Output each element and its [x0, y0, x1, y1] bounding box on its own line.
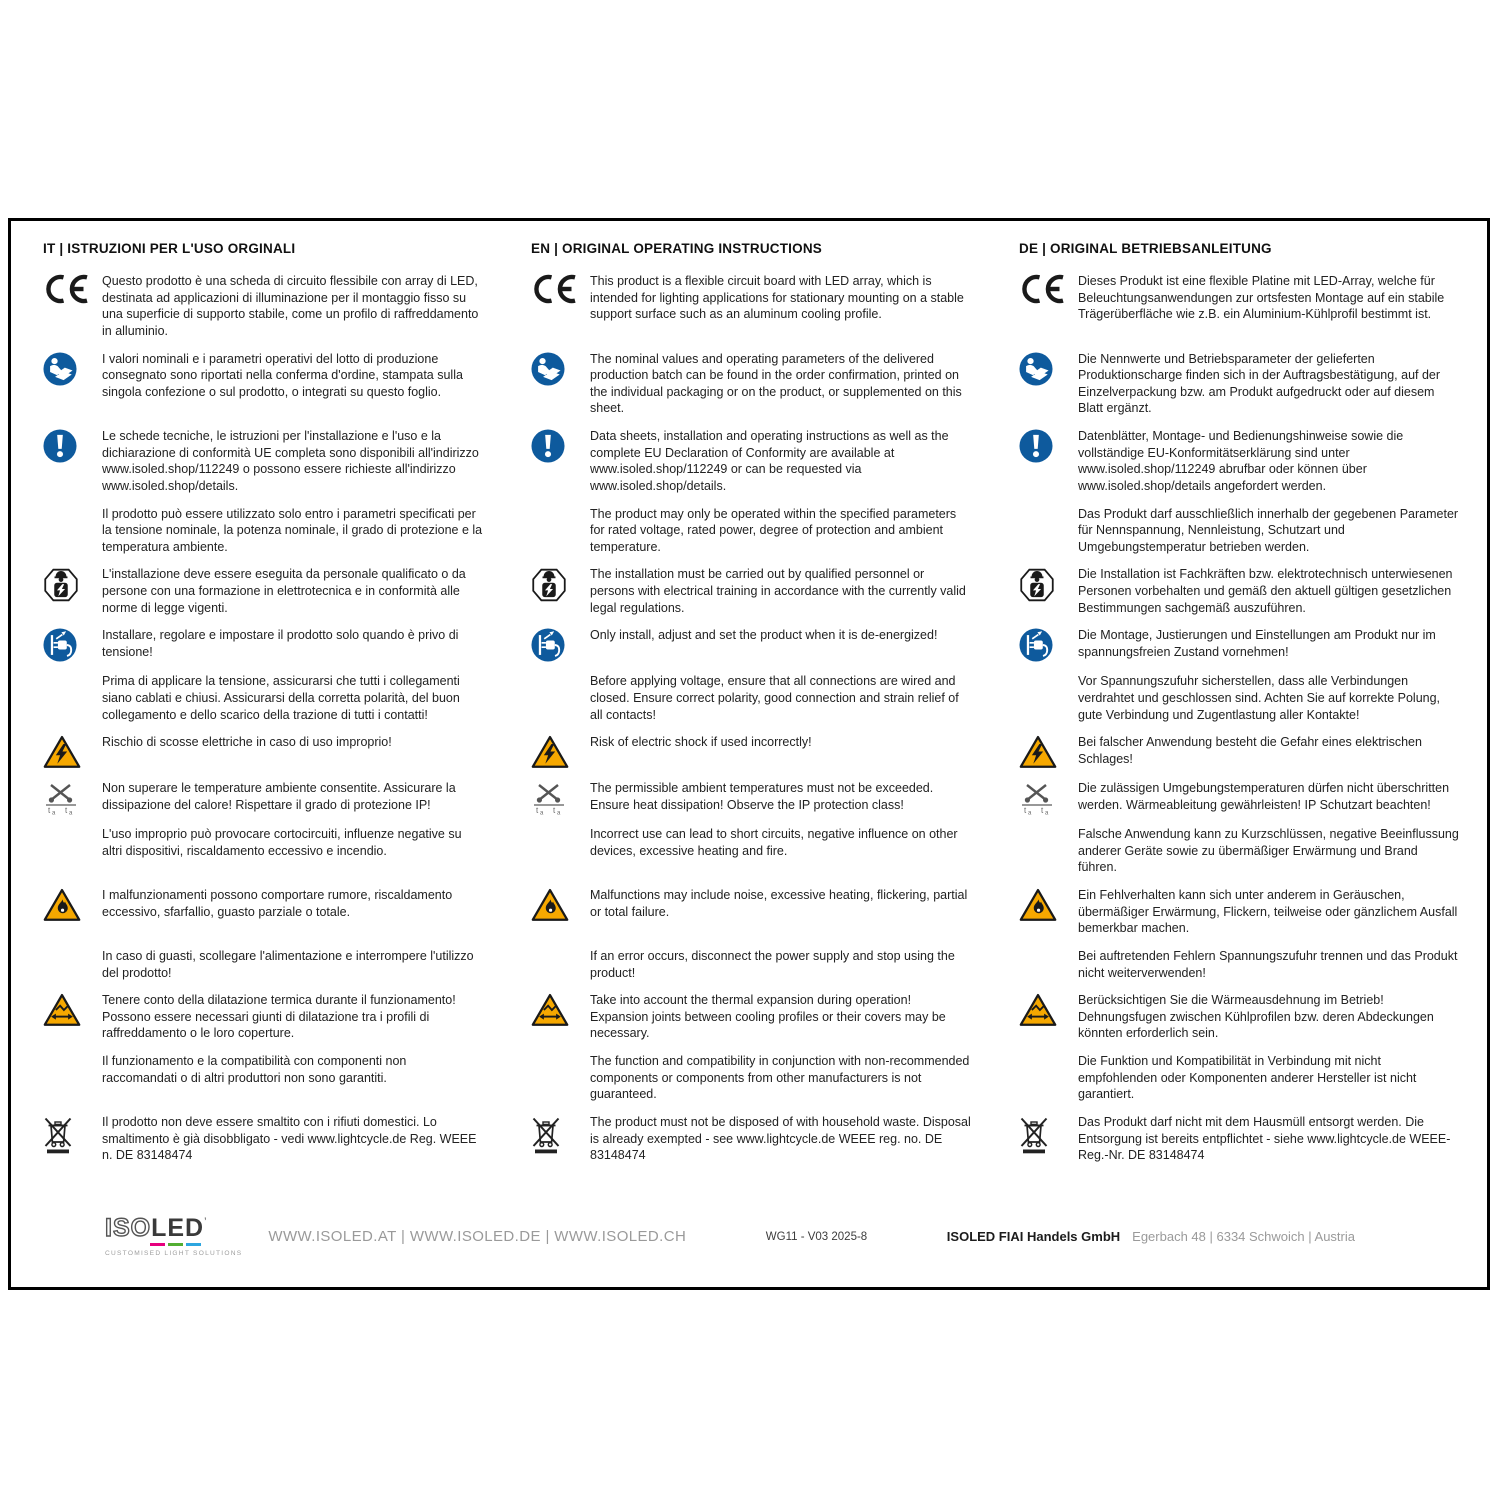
- instruction-block: [43, 826, 483, 859]
- instruction-block: [531, 948, 971, 981]
- thermal-expansion-warning-icon: [43, 992, 89, 1042]
- icon-spacer: [1019, 506, 1065, 556]
- instruction-text: Il prodotto può essere utilizzato solo entro i parametri specificati per la tensione nominale, la potenza nominale, il grado di protezione e la temperatura ambiente.: [102, 506, 483, 554]
- disconnect-power-icon: [1019, 627, 1065, 662]
- weee-bin-icon: [1019, 1114, 1065, 1164]
- icon-spacer: [43, 948, 89, 981]
- instruction-block: [531, 428, 971, 495]
- instruction-text: In caso di guasti, scollegare l'alimentazione e interrompere l'utilizzo del prodotto!: [102, 948, 474, 980]
- document-reference: WG11 - V03 2025-8: [765, 1230, 868, 1243]
- instruction-block: [1019, 780, 1459, 815]
- svg-text:a: a: [540, 810, 544, 816]
- logo-bar-magenta: [150, 1243, 165, 1246]
- instruction-block: [531, 351, 971, 418]
- disconnect-power-icon: [531, 627, 577, 662]
- instruction-text: The product may only be operated within the specified parameters for rated voltage, rated power, degree of protection and ambient temperature.: [590, 506, 957, 554]
- instruction-block: [43, 948, 483, 981]
- instruction-block: [531, 1114, 971, 1164]
- icon-spacer: [531, 826, 577, 859]
- instruction-text: Prima di applicare la tensione, assicurarsi che tutti i collegamenti siano cablati e chiusi. Assicurarsi della corretta polarità, del buon collegamento e dello scarico della trazione di tutti i contatti!: [102, 674, 460, 722]
- svg-text:t: t: [553, 806, 556, 816]
- fire-warning-icon: [531, 887, 577, 922]
- instruction-text: Non superare le temperature ambiente consentite. Assicurare la dissipazione del calore! Rispettare il grado di protezione IP!: [102, 781, 456, 812]
- instruction-text: Rischio di scosse elettriche in caso di uso improprio!: [102, 735, 392, 750]
- instruction-text: Only install, adjust and set the product when it is de-energized!: [590, 628, 938, 643]
- instruction-block: [531, 992, 971, 1042]
- instruction-text: This product is a flexible circuit board with LED array, which is intended for lighting applications for stationary mounting on a stable support surface such as an aluminum cooling profile.: [590, 274, 964, 322]
- instruction-text: Installare, regolare e impostare il prodotto solo quando è privo di tensione!: [102, 628, 459, 659]
- instruction-block: [1019, 273, 1459, 323]
- instruction-text: I malfunzionamenti possono comportare rumore, riscaldamento eccessivo, sfarfallio, guasto parziale o totale.: [102, 888, 453, 919]
- instruction-block: [1019, 627, 1459, 662]
- ambient-temperature-icon: [1019, 780, 1065, 815]
- instruction-block: [1019, 506, 1459, 556]
- instruction-block: [1019, 948, 1459, 981]
- svg-text:a: a: [52, 810, 56, 816]
- instruction-block: [531, 627, 971, 662]
- logo-bar-blue: [186, 1243, 201, 1246]
- instruction-sheet: [8, 218, 1490, 1290]
- svg-text:t: t: [1024, 806, 1027, 816]
- instruction-block: [1019, 826, 1459, 876]
- read-manual-icon: [531, 351, 577, 418]
- ce-mark-icon: [531, 273, 577, 323]
- electric-shock-warning-icon: [531, 734, 577, 769]
- icon-spacer: [43, 826, 89, 859]
- instruction-block: [531, 506, 971, 556]
- instruction-block: [43, 506, 483, 556]
- instruction-text: The nominal values and operating parameters of the delivered production batch can be found in the order confirmation, printed on the individual packaging or on the product, or supplemented on this sheet.: [590, 351, 962, 416]
- instruction-text: Datenblätter, Montage- und Bedienungshinweise sowie die vollständige EU-Konformitätserklärung sind unter www.isoled.shop/112249 abrufbar oder können über www.isoled.shop/details angefordert werden.: [1078, 429, 1404, 493]
- instruction-text: Vor Spannungszufuhr sicherstellen, dass alle Verbindungen verdrahtet und geschlossen sind. Achten Sie auf korrekte Polung, gute Verbindung und Zugentlastung aller Kontakte!: [1078, 674, 1441, 722]
- instruction-block: [43, 273, 483, 340]
- ambient-temperature-icon: [531, 780, 577, 815]
- instruction-text: Ein Fehlverhalten kann sich unter anderem in Geräuschen, übermäßiger Erwärmung, Flickern, teilweise oder gänzlichem Ausfall bemerkbar machen.: [1078, 888, 1458, 936]
- electrician-icon: [1019, 566, 1065, 616]
- instruction-block: [531, 673, 971, 723]
- instruction-block: [1019, 351, 1459, 418]
- instruction-block: [531, 1053, 971, 1103]
- svg-text:a: a: [557, 810, 561, 816]
- instruction-block: [1019, 1114, 1459, 1164]
- instruction-block: [1019, 887, 1459, 937]
- instruction-text: L'installazione deve essere eseguita da personale qualificato o da persone con una formazione in elettrotecnica e in conformità alle norme di legge vigenti.: [102, 567, 466, 615]
- logo-color-bars: [150, 1243, 242, 1246]
- electric-shock-warning-icon: [43, 734, 89, 769]
- instruction-text: Risk of electric shock if used incorrectly!: [590, 735, 812, 750]
- instruction-block: [1019, 1053, 1459, 1103]
- icon-spacer: [43, 1053, 89, 1086]
- icon-spacer: [531, 1053, 577, 1103]
- logo-bar-green: [168, 1243, 183, 1246]
- instructions-grid: [43, 241, 1459, 1164]
- instruction-text: Le schede tecniche, le istruzioni per l'installazione e l'uso e la dichiarazione di conformità UE completa sono disponibili all'indirizzo www.isoled.shop/112249 o possono essere richieste all'indirizzo www.isoled.shop/details.: [102, 429, 479, 493]
- logo-iso-text: ISO: [105, 1214, 152, 1242]
- electric-shock-warning-icon: [1019, 734, 1065, 769]
- mandatory-exclamation-icon: [1019, 428, 1065, 495]
- sheet-footer: [43, 1206, 1459, 1273]
- instruction-block: [43, 627, 483, 662]
- column-header-de: DE | ORIGINAL BETRIEBSANLEITUNG: [1019, 241, 1272, 256]
- weee-bin-icon: [531, 1114, 577, 1164]
- icon-spacer: [1019, 948, 1065, 981]
- read-manual-icon: [43, 351, 89, 401]
- electrician-icon: [43, 566, 89, 616]
- isoled-logo: [105, 1216, 242, 1257]
- column-header-en: EN | ORIGINAL OPERATING INSTRUCTIONS: [531, 241, 822, 256]
- company-name: ISOLED FIAI Handels GmbH: [946, 1229, 1121, 1244]
- instruction-block: [43, 1053, 483, 1086]
- icon-spacer: [43, 506, 89, 556]
- instruction-block: [1019, 566, 1459, 616]
- electrician-icon: [531, 566, 577, 616]
- instruction-text: The installation must be carried out by qualified personnel or persons with electrical training in accordance with the currently valid legal regulations.: [590, 567, 966, 615]
- instruction-block: [43, 1114, 483, 1164]
- instruction-text: Il prodotto non deve essere smaltito con i rifiuti domestici. Lo smaltimento è già disobbligato - vedi www.lightcycle.de Reg. WEEE n. DE 83148474: [102, 1114, 477, 1163]
- svg-text:a: a: [1028, 810, 1032, 816]
- icon-spacer: [43, 673, 89, 723]
- mandatory-exclamation-icon: [43, 428, 89, 495]
- instruction-text: If an error occurs, disconnect the power supply and stop using the product!: [590, 948, 955, 980]
- instruction-text: Falsche Anwendung kann zu Kurzschlüssen, negative Beeinflussung anderer Geräte sowie zu übermäßiger Erwärmung und Brand führen.: [1078, 827, 1459, 875]
- instruction-text: Das Produkt darf ausschließlich innerhalb der gegebenen Parameter für Nennspannung, Nennleistung, Schutzart und Umgebungstemperatur betrieben werden.: [1078, 506, 1459, 554]
- instruction-block: [531, 887, 971, 922]
- instruction-block: [1019, 673, 1459, 723]
- instruction-text: The function and compatibility in conjunction with non-recommended components or components from other manufacturers is not guaranteed.: [590, 1054, 970, 1102]
- instruction-block: [43, 780, 483, 815]
- svg-text:t: t: [1041, 806, 1044, 816]
- instruction-block: [43, 992, 483, 1042]
- svg-text:t: t: [65, 806, 68, 816]
- instruction-text: Die Nennwerte und Betriebsparameter der gelieferten Produktionscharge finden sich in der Auftragsbestätigung, auf der Einzelverpackung bzw. am Produkt aufgedruckt oder auf diesem Blatt ergänzt.: [1078, 351, 1441, 416]
- instruction-text: Dieses Produkt ist eine flexible Platine mit LED-Array, welche für Beleuchtungsanwendungen zur ortsfesten Montage auf ein stabile Trägerüberfläche wie z.B. ein Aluminium-Kühlprofil bestimmt ist.: [1078, 274, 1445, 322]
- ce-mark-icon: [1019, 273, 1065, 323]
- icon-spacer: [1019, 1053, 1065, 1103]
- instruction-block: [531, 734, 971, 769]
- svg-text:t: t: [48, 806, 51, 816]
- instruction-text: Take into account the thermal expansion during operation! Expansion joints between cooling profiles or their covers may be necessary.: [590, 993, 946, 1041]
- instruction-text: The product must not be disposed of with household waste. Disposal is already exempted - see www.lightcycle.de WEEE reg. no. DE 83148474: [590, 1114, 971, 1163]
- icon-spacer: [1019, 826, 1065, 876]
- instruction-text: I valori nominali e i parametri operativi del lotto di produzione consegnato sono riportati nella conferma d'ordine, stampata sulla singola confezione o sul prodotto, o integrati su questo foglio.: [102, 351, 463, 399]
- footer-websites: WWW.ISOLED.AT | WWW.ISOLED.DE | WWW.ISOLED.CH: [268, 1228, 687, 1245]
- instruction-text: Bei auftretenden Fehlern Spannungszufuhr trennen und das Produkt nicht weiterverwenden!: [1078, 948, 1458, 980]
- instruction-text: Bei falscher Anwendung besteht die Gefahr eines elektrischen Schlages!: [1078, 735, 1422, 766]
- instruction-text: The permissible ambient temperatures must not be exceeded. Ensure heat dissipation! Observe the IP protection class!: [590, 781, 934, 812]
- instruction-block: [1019, 428, 1459, 495]
- instruction-text: Die zulässigen Umgebungstemperaturen dürfen nicht überschritten werden. Wärmeableitung gewährleisten! IP Schutzart beachten!: [1078, 781, 1450, 812]
- weee-bin-icon: [43, 1114, 89, 1164]
- instruction-text: Questo prodotto è una scheda di circuito flessibile con array di LED, destinata ad applicazioni di illuminazione per il montaggio fisso su una superficie di supporto stabile, come un profilo di raffreddamento in alluminio.: [102, 274, 479, 338]
- instruction-block: [1019, 992, 1459, 1042]
- thermal-expansion-warning-icon: [531, 992, 577, 1042]
- instruction-block: [531, 273, 971, 323]
- footer-left: [105, 1216, 686, 1257]
- svg-text:a: a: [1045, 810, 1049, 816]
- instruction-text: L'uso improprio può provocare cortocircuiti, influenze negative su altri dispositivi, riscaldamento eccessivo e incendio.: [102, 827, 462, 858]
- instruction-text: Tenere conto della dilatazione termica durante il funzionamento! Possono essere necessari giunti di dilatazione tra i profili di raffreddamento o le loro coperture.: [102, 993, 456, 1041]
- ambient-temperature-icon: [43, 780, 89, 815]
- mandatory-exclamation-icon: [531, 428, 577, 495]
- fire-warning-icon: [1019, 887, 1065, 937]
- disconnect-power-icon: [43, 627, 89, 662]
- instruction-text: Incorrect use can lead to short circuits, negative influence on other devices, excessive heating and fire.: [590, 827, 958, 858]
- instruction-block: [531, 566, 971, 616]
- instruction-text: Berücksichtigen Sie die Wärmeausdehnung im Betrieb! Dehnungsfugen zwischen Kühlprofilen bzw. deren Abdeckungen könnten erforderlich sein.: [1078, 993, 1434, 1041]
- company-block: [947, 1229, 1355, 1244]
- icon-spacer: [531, 948, 577, 981]
- instruction-text: Die Installation ist Fachkräften bzw. elektrotechnisch unterwiesenen Personen vorbehalten und gemäß den aktuell gültigen gesetzlichen Bestimmungen sachgemäß auszuführen.: [1078, 567, 1453, 615]
- instruction-text: Das Produkt darf nicht mit dem Hausmüll entsorgt werden. Die Entsorgung ist bereits entpflichtet - siehe www.lightcycle.de WEEE-Reg.-Nr. DE 83148474: [1078, 1114, 1451, 1163]
- company-address: Egerbach 48 | 6334 Schwoich | Austria: [1132, 1229, 1355, 1244]
- instruction-text: Die Funktion und Kompatibilität in Verbindung mit nicht empfohlenden oder Komponenten anderer Hersteller ist nicht garantiert.: [1078, 1054, 1417, 1102]
- ce-mark-icon: [43, 273, 89, 340]
- instruction-text: Malfunctions may include noise, excessive heating, flickering, partial or total failure.: [590, 888, 968, 919]
- icon-spacer: [531, 673, 577, 723]
- logo-tagline: CUSTOMISED LIGHT SOLUTIONS: [105, 1250, 243, 1257]
- instruction-text: Die Montage, Justierungen und Einstellungen am Produkt nur im spannungsfreien Zustand vornehmen!: [1078, 628, 1436, 659]
- instruction-block: [531, 826, 971, 859]
- logo-wordmark: [105, 1216, 242, 1241]
- instruction-block: [43, 887, 483, 922]
- instruction-text: Il funzionamento e la compatibilità con componenti non raccomandati o di altri produttori non sono garantiti.: [102, 1054, 407, 1085]
- icon-spacer: [1019, 673, 1065, 723]
- logo-led-text: LED: [151, 1214, 205, 1242]
- instruction-block: [43, 673, 483, 723]
- instruction-block: [531, 780, 971, 815]
- icon-spacer: [531, 506, 577, 556]
- instruction-block: [1019, 734, 1459, 769]
- fire-warning-icon: [43, 887, 89, 922]
- instruction-text: Before applying voltage, ensure that all connections are wired and closed. Ensure correct polarity, good connection and strain relief of all contacts!: [590, 674, 959, 722]
- column-header-it: IT | ISTRUZIONI PER L'USO ORGINALI: [43, 241, 296, 256]
- instruction-text: Data sheets, installation and operating instructions as well as the complete EU Declaration of Conformity are available at www.isoled.shop/112249 or can be requested via www.isoled.shop/details.: [590, 429, 949, 493]
- instruction-block: [43, 351, 483, 401]
- thermal-expansion-warning-icon: [1019, 992, 1065, 1042]
- read-manual-icon: [1019, 351, 1065, 418]
- instruction-block: [43, 734, 483, 769]
- instruction-block: [43, 566, 483, 616]
- svg-text:a: a: [69, 810, 73, 816]
- instruction-block: [43, 428, 483, 495]
- registered-mark: ’: [204, 1216, 208, 1226]
- svg-text:t: t: [536, 806, 539, 816]
